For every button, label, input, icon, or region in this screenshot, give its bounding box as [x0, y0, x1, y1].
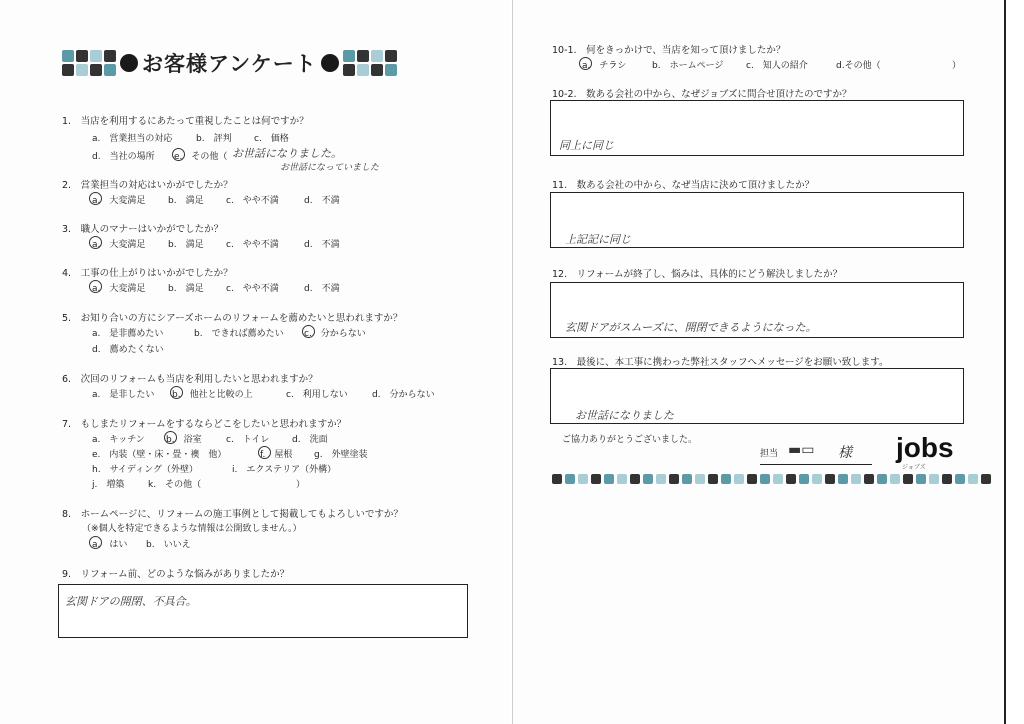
tile [357, 64, 369, 76]
tile [371, 50, 383, 62]
question-8: 8. ホームページに、リフォームの施工事例として掲載してもよろしいですか？ [62, 509, 403, 520]
q8-note: （※個人を特定できるような情報は公開致しません。） [82, 524, 302, 534]
thanks-text: ご協力ありがとうございました。 [562, 435, 698, 445]
strip-square [617, 474, 627, 484]
question-10-2: 10-2. 数ある会社の中から、なぜジョブズに問合せ頂けたのですか？ [552, 89, 852, 100]
question-6: 6. 次回のリフォームも当店を利用したいと思われますか？ [62, 374, 318, 385]
q1-option-c[interactable]: c. 価格 [254, 134, 289, 144]
strip-square [981, 474, 991, 484]
question-3: 3. 職人のマナーはいかがでしたか？ [62, 224, 224, 235]
selected-mark [89, 192, 102, 205]
question-9: 9. リフォーム前、どのような悩みがありましたか？ [62, 569, 290, 580]
q4-option-a[interactable]: a. 大変満足 [92, 284, 146, 294]
decorative-square-strip [552, 474, 991, 484]
q7-option-i[interactable]: i. エクステリア（外構） [232, 465, 337, 475]
strip-square [721, 474, 731, 484]
q10-1-option-c[interactable]: c. 知人の紹介 [746, 61, 808, 71]
strip-square [604, 474, 614, 484]
question-13: 13. 最後に、本工事に携わった弊社スタッフへメッセージをお願い致します。 [552, 357, 889, 368]
staff-honorific: 様 [838, 445, 852, 461]
strip-square [747, 474, 757, 484]
tile [371, 64, 383, 76]
strip-square [786, 474, 796, 484]
strip-square [565, 474, 575, 484]
question-5: 5. お知り合いの方にシアーズホームのリフォームを薦めたいと思われますか？ [62, 313, 403, 324]
q4-option-d[interactable]: d. 不満 [304, 284, 340, 294]
strip-square [825, 474, 835, 484]
tile-decoration-left [62, 50, 116, 76]
q5-option-a[interactable]: a. 是非薦めたい [92, 329, 164, 339]
logo-text: jobs [896, 432, 954, 463]
q1-option-b[interactable]: b. 評判 [196, 134, 232, 144]
q7-option-c[interactable]: c. トイレ [226, 435, 270, 445]
q9-handwritten-answer: 玄関ドアの開閉、不具合。 [65, 595, 197, 608]
q7-option-k-close: ） [296, 480, 306, 490]
selected-mark [579, 57, 592, 70]
survey-title-bar [62, 46, 458, 80]
tile [385, 50, 397, 62]
strip-square [630, 474, 640, 484]
selected-mark [89, 536, 102, 549]
q4-option-c[interactable]: c. やや不満 [226, 284, 279, 294]
q6-option-b[interactable]: b. 他社と比較の上 [172, 390, 253, 400]
tile [104, 64, 116, 76]
strip-square [942, 474, 952, 484]
selected-mark [170, 386, 183, 399]
tile [62, 64, 74, 76]
jobs-logo [896, 432, 962, 472]
selected-mark [89, 280, 102, 293]
q3-option-a[interactable]: a. 大変満足 [92, 240, 146, 250]
q9-answer-box[interactable] [58, 584, 468, 638]
strip-square [968, 474, 978, 484]
q2-option-c[interactable]: c. やや不満 [226, 196, 279, 206]
q3-option-c[interactable]: c. やや不満 [226, 240, 279, 250]
bullet-icon [120, 54, 138, 72]
staff-label: 担当 [760, 449, 779, 459]
q3-option-b[interactable]: b. 満足 [168, 240, 204, 250]
question-1: 1. 当店を利用するにあたって重視したことは何ですか？ [62, 116, 309, 127]
q10-1-option-b[interactable]: b. ホームページ [652, 61, 724, 71]
q10-2-handwritten-answer: 同上に同じ [559, 139, 614, 152]
tile [343, 64, 355, 76]
q13-handwritten-answer: お世話になりました [575, 409, 674, 422]
strip-square [578, 474, 588, 484]
q1-handwritten-answer: お世話になりました。 [232, 147, 342, 160]
q1-handwritten-note: お世話になっていました [280, 163, 380, 173]
tile [62, 50, 74, 62]
survey-title: お客様アンケート [142, 52, 317, 76]
q6-option-d[interactable]: d. 分からない [372, 390, 435, 400]
strip-square [669, 474, 679, 484]
strip-square [643, 474, 653, 484]
strip-square [890, 474, 900, 484]
question-4: 4. 工事の仕上がりはいかがでしたか？ [62, 268, 233, 279]
q7-option-h[interactable]: h. サイディング（外壁） [92, 465, 199, 475]
q11-handwritten-answer: 上記記に同じ [565, 233, 631, 246]
tile [385, 64, 397, 76]
strip-square [864, 474, 874, 484]
strip-square [760, 474, 770, 484]
strip-square [812, 474, 822, 484]
q7-option-b[interactable]: b. 浴室 [166, 435, 202, 445]
strip-square [773, 474, 783, 484]
question-7: 7. もしまたリフォームをするならどこをしたいと思われますか？ [62, 419, 347, 430]
q12-handwritten-answer: 玄関ドアがスムーズに、開閉できるようになった。 [565, 321, 817, 334]
q2-option-a[interactable]: a. 大変満足 [92, 196, 146, 206]
tile [90, 50, 102, 62]
logo-subtext: ジョブズ [902, 464, 926, 471]
q1-option-a[interactable]: a. 営業担当の対応 [92, 134, 173, 144]
strip-square [916, 474, 926, 484]
strip-square [877, 474, 887, 484]
q8-option-a[interactable]: a. はい [92, 540, 128, 550]
q10-1-option-d[interactable]: d.その他（ [836, 61, 881, 71]
selected-mark [258, 446, 271, 459]
strip-square [656, 474, 666, 484]
selected-mark [89, 236, 102, 249]
question-11: 11. 数ある会社の中から、なぜ当店に決めて頂けましたか？ [552, 180, 815, 191]
selected-mark [164, 431, 177, 444]
tile [343, 50, 355, 62]
q7-option-j[interactable]: j. 増築 [92, 480, 125, 490]
strip-square [851, 474, 861, 484]
q2-option-d[interactable]: d. 不満 [304, 196, 340, 206]
tile [357, 50, 369, 62]
strip-square [695, 474, 705, 484]
tile [90, 64, 102, 76]
q7-option-a[interactable]: a. キッチン [92, 435, 145, 445]
q7-option-g[interactable]: g. 外壁塗装 [314, 450, 368, 460]
q7-option-k[interactable]: k. その他（ [148, 480, 202, 490]
tile [76, 50, 88, 62]
q7-option-d[interactable]: d. 洗面 [292, 435, 328, 445]
strip-square [955, 474, 965, 484]
q10-2-answer-box[interactable] [550, 100, 964, 156]
strip-square [734, 474, 744, 484]
q7-option-e[interactable]: e. 内装（壁・床・畳・襖 他） [92, 450, 227, 460]
q10-1-option-d-close: ） [952, 61, 962, 71]
question-10-1: 10-1. 何をきっかけで、当店を知って頂けましたか？ [552, 45, 786, 56]
question-2: 2. 営業担当の対応はいかがでしたか？ [62, 180, 233, 191]
q5-option-d[interactable]: d. 薦めたくない [92, 345, 164, 355]
q4-option-b[interactable]: b. 満足 [168, 284, 204, 294]
selected-mark [302, 325, 315, 338]
q2-option-b[interactable]: b. 満足 [168, 196, 204, 206]
q11-answer-box[interactable] [550, 192, 964, 248]
q1-option-d[interactable]: d. 当社の場所 [92, 152, 155, 162]
q6-option-a[interactable]: a. 是非したい [92, 390, 155, 400]
q7-option-f[interactable]: f. 屋根 [260, 450, 293, 460]
strip-square [708, 474, 718, 484]
q10-1-option-a[interactable]: a. チラシ [582, 61, 627, 71]
q12-answer-box[interactable] [550, 282, 964, 338]
page-edge [1004, 0, 1006, 724]
q3-option-d[interactable]: d. 不満 [304, 240, 340, 250]
strip-square [591, 474, 601, 484]
strip-square [838, 474, 848, 484]
staff-signature-line [760, 440, 872, 465]
selected-mark [172, 148, 185, 161]
strip-square [799, 474, 809, 484]
tile-decoration-right [343, 50, 397, 76]
strip-square [903, 474, 913, 484]
bullet-icon [321, 54, 339, 72]
tile [104, 50, 116, 62]
q1-option-e[interactable]: e. その他（ [174, 152, 228, 162]
strip-square [552, 474, 562, 484]
q5-option-b[interactable]: b. できれば薦めたい [194, 329, 284, 339]
q5-option-c[interactable]: c. 分からない [304, 329, 366, 339]
q8-option-b[interactable]: b. いいえ [146, 540, 191, 550]
staff-signature: ▬▭ [788, 442, 815, 458]
question-12: 12. リフォームが終了し、悩みは、具体的にどう解決しましたか？ [552, 269, 843, 280]
tile [76, 64, 88, 76]
strip-square [682, 474, 692, 484]
strip-square [929, 474, 939, 484]
q13-answer-box[interactable] [550, 368, 964, 424]
q6-option-c[interactable]: c. 利用しない [286, 390, 348, 400]
